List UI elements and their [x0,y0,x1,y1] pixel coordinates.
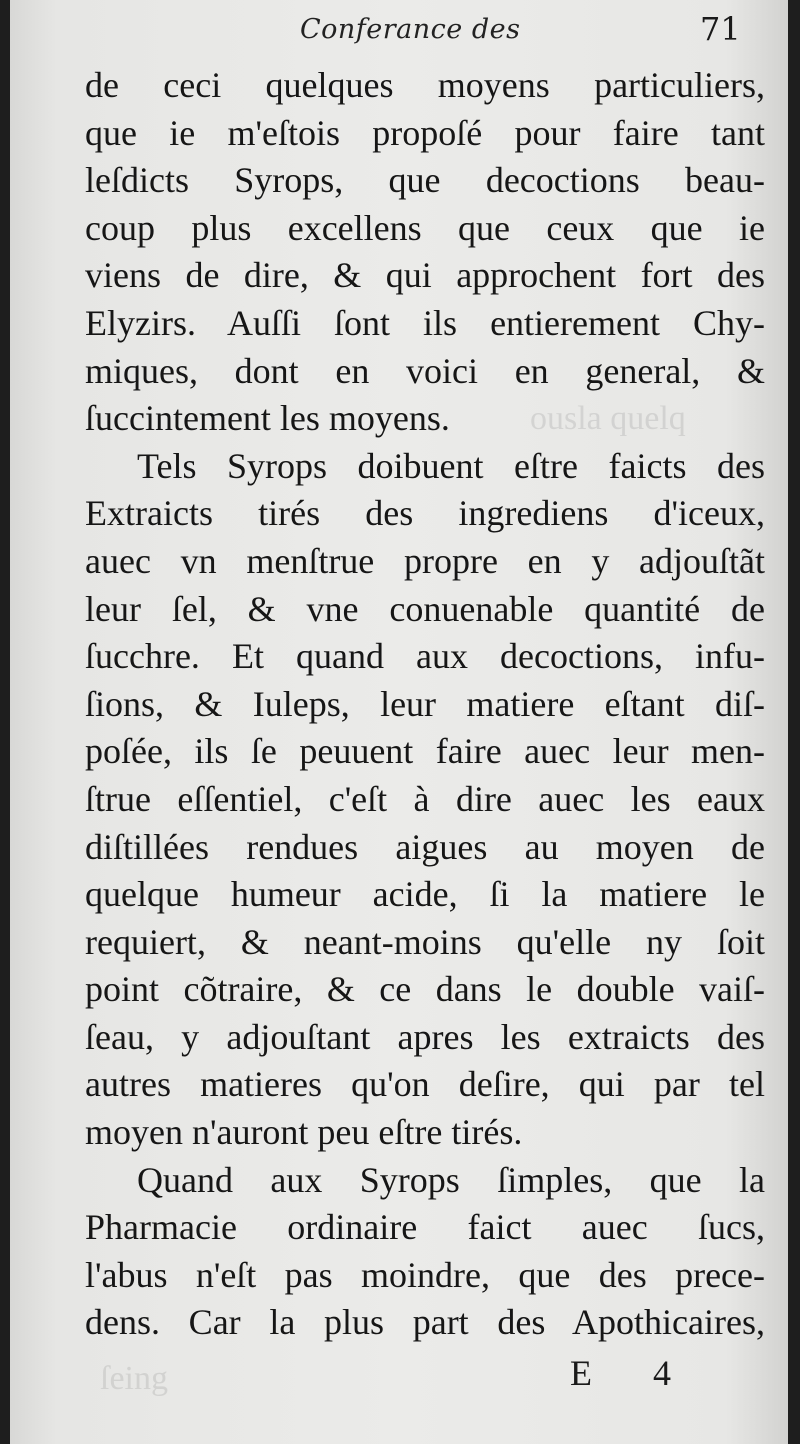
text-line: coup plus excellens que ceux que ie [85,207,765,248]
text-line: Extraicts tirés des ingrediens d'iceux, [85,493,765,534]
text-line: Pharmacie ordinaire faict auec ſucs, [85,1207,765,1248]
text-line: point cõtraire, & ce dans le double vaiſ- [85,969,765,1010]
text-line: autres matieres qu'on deſire, qui par tel [85,1064,765,1105]
text-line: de ceci quelques moyens particuliers, [85,65,765,105]
text-line: miques, dont en voici en general, & [85,350,765,391]
text-line: ſions, & Iuleps, leur matiere eſtant diſ- [85,683,765,724]
running-head: Conferance des [300,14,521,45]
paragraph [85,62,765,443]
page-number: 71 [700,10,741,48]
text-line: Tels Syrops doibuent eſtre faicts des [137,445,765,486]
text-line: l'abus n'eſt pas moindre, que des prece- [85,1254,765,1295]
text-line: auec vn menſtrue propre en y adjouſtãt [85,540,765,581]
text-line: Elyzirs. Auſſi ſont ils entierement Chy- [85,302,765,343]
text-line: ſuccintement les moyens. [85,398,450,439]
text-line: dens. Car la plus part des Apothicaires, [85,1302,765,1343]
text-line: Quand aux Syrops ſimples, que la [137,1159,765,1200]
text-line: que ie m'eſtois propoſé pour faire tant [85,112,765,153]
body-text [85,62,765,1347]
paragraph [85,443,765,1157]
signature-mark: E 4 [570,1353,697,1393]
text-line: quelque humeur acide, ſi la matiere le [85,874,765,915]
text-line: viens de dire, & qui approchent fort des [85,255,765,296]
text-line: ſeau, y adjouſtant apres les extraicts des [85,1016,765,1057]
text-line: poſée, ils ſe peuuent faire auec leur men- [85,731,765,772]
book-page [10,0,788,1444]
text-line: requiert, & neant-moins qu'elle ny ſoit [85,921,765,962]
text-line: moyen n'auront peu eſtre tirés. [85,1112,523,1153]
text-line: ſtrue eſſentiel, c'eſt à dire auec les eaux [85,778,765,819]
text-line: leur ſel, & vne conuenable quantité de [85,588,765,629]
text-line: ſucchre. Et quand aux decoctions, infu- [85,636,765,677]
paragraph [85,1157,765,1347]
show-through-text: ſeing [100,1360,168,1397]
text-line: diſtillées rendues aigues au moyen de [85,826,765,867]
show-through-text: ousla quelq [530,400,686,437]
text-line: leſdicts Syrops, que decoctions beau- [85,160,765,201]
